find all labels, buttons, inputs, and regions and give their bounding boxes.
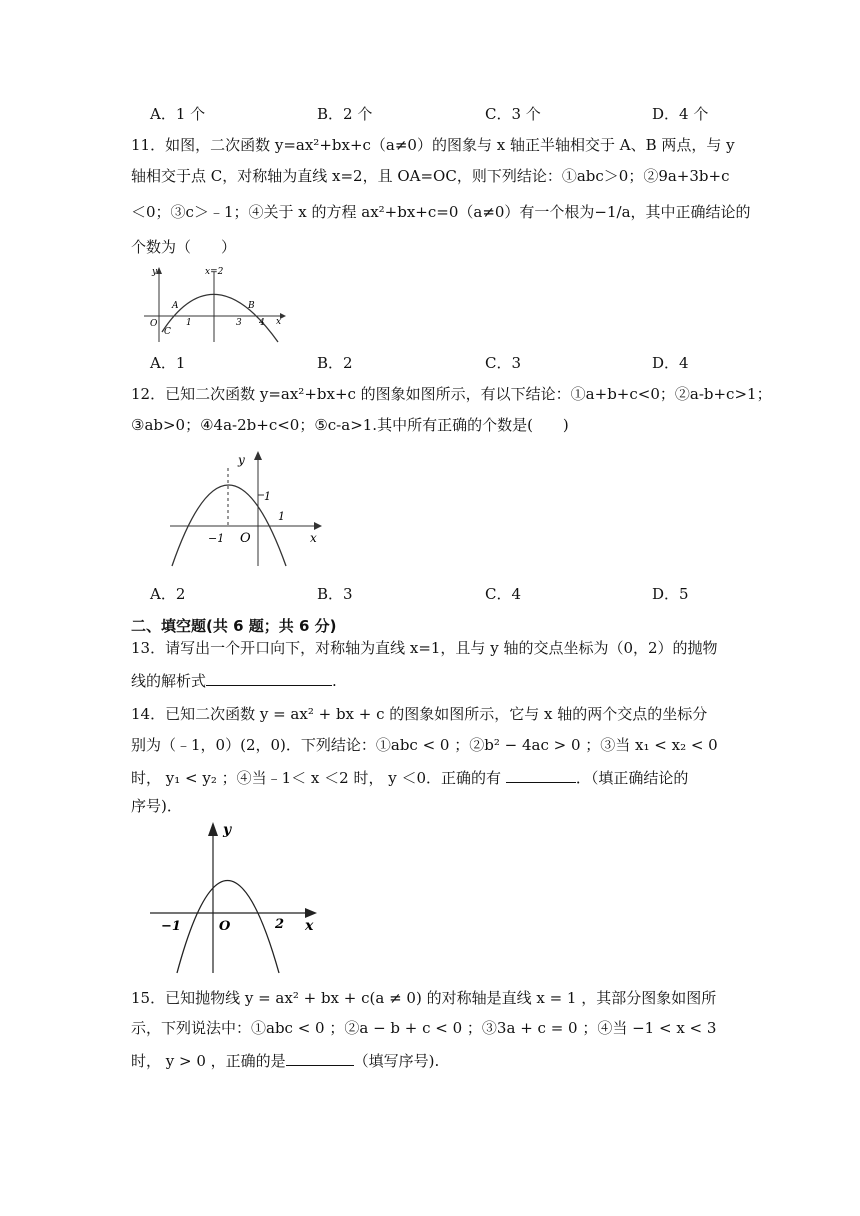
q15-line-2: 示，下列说法中：①abc < 0 ；②a − b + c < 0 ；③3a + c = 0 ；④当 −1 < x < 3 xyxy=(131,1019,717,1037)
q11-label-o: O xyxy=(150,319,158,329)
q15-line-3-text: 时， y > 0 ，正确的是 xyxy=(131,1052,286,1070)
q11-tick-3: 3 xyxy=(236,318,242,328)
q15-line-3 xyxy=(131,1049,439,1071)
q14-line-3 xyxy=(131,766,688,788)
q11-label-c: C xyxy=(164,327,171,337)
q14-label-o: O xyxy=(219,919,231,934)
q12-label-one-y: 1 xyxy=(264,490,271,503)
q11-line-1: 11．如图，二次函数 y=ax²+bx+c（a≠0）的图象与 x 轴正半轴相交于 A、B 两点，与 y xyxy=(131,136,735,154)
q14-y-arrow xyxy=(208,822,218,836)
q10-option-b: B．2 个 xyxy=(317,105,373,123)
q12-option-a: A．2 xyxy=(150,585,186,603)
q14-line-3-text: 时， y₁ < y₂ ；④当﹣1＜ x ＜2 时， y ＜0．正确的有 xyxy=(131,769,502,787)
q12-label-neg1: −1 xyxy=(208,532,225,545)
q14-parabola-figure xyxy=(145,818,330,978)
q11-label-b: B xyxy=(248,301,255,311)
q15-line-3-suffix: （填写序号). xyxy=(353,1052,440,1070)
q14-label-y: y xyxy=(223,822,232,838)
q11-label-a: A xyxy=(172,301,179,311)
q12-label-x: x xyxy=(310,531,317,545)
q11-label-axis: x=2 xyxy=(205,267,224,277)
q12-option-b: B．3 xyxy=(317,585,353,603)
q11-option-b: B．2 xyxy=(317,354,353,372)
q14-line-4: 序号)． xyxy=(131,797,182,815)
q12-line-1: 12．已知二次函数 y=ax²+bx+c 的图象如图所示，有以下结论：①a+b+c<0；②a-b+c>1； xyxy=(131,385,772,403)
q13-line-1: 13．请写出一个开口向下，对称轴为直线 x=1，且与 y 轴的交点坐标为（0，2）的抛物 xyxy=(131,639,718,657)
q11-tick-1: 1 xyxy=(186,318,192,328)
q11-option-d: D．4 xyxy=(652,354,689,372)
q11-line-2: 轴相交于点 C，对称轴为直线 x=2，且 OA=OC，则下列结论：①abc＞0；②9a+3b+c xyxy=(131,167,730,185)
q14-label-2: 2 xyxy=(275,917,285,932)
q13-line-2-suffix: . xyxy=(332,672,337,690)
q11-label-x: x xyxy=(276,317,282,327)
q12-label-o: O xyxy=(240,531,251,546)
q10-option-c: C．3 个 xyxy=(485,105,541,123)
q14-line-1: 14．已知二次函数 y = ax² + bx + c 的图象如图所示，它与 x 轴的两个交点的坐标分 xyxy=(131,705,708,723)
q11-tick-4: 4 xyxy=(259,318,265,328)
q14-label-x: x xyxy=(305,918,314,934)
q14-line-3-suffix: ．（填正确结论的 xyxy=(575,769,689,787)
q14-answer-blank[interactable] xyxy=(506,766,576,783)
q15-answer-blank[interactable] xyxy=(286,1049,354,1066)
q12-line-2: ③ab>0；④4a-2b+c<0；⑤c-a>1.其中所有正确的个数是( ) xyxy=(131,416,569,434)
q12-option-d: D．5 xyxy=(652,585,689,603)
q14-label-neg1: −1 xyxy=(161,919,181,934)
section-title: 二、填空题(共 6 题；共 6 分) xyxy=(131,617,337,635)
q13-line-2 xyxy=(131,669,337,691)
q12-y-arrow xyxy=(254,451,262,460)
q12-label-one-x: 1 xyxy=(278,510,285,523)
q11-option-a: A．1 xyxy=(150,354,186,372)
q14-x-arrow xyxy=(305,908,317,918)
q11-option-c: C．3 xyxy=(485,354,522,372)
q12-label-y: y xyxy=(238,453,245,467)
q10-option-a: A．1 个 xyxy=(150,105,206,123)
q14-line-2: 别为（﹣1，0）(2，0)．下列结论：①abc < 0 ；②b² − 4ac > 0 ；③当 x₁ < x₂ < 0 xyxy=(131,736,718,754)
q13-answer-blank[interactable] xyxy=(206,669,332,686)
q10-option-d: D．4 个 xyxy=(652,105,709,123)
q12-parabola-figure xyxy=(160,448,330,568)
q13-line-2-prefix: 线的解析式 xyxy=(131,672,207,690)
q11-label-y: y xyxy=(152,267,158,277)
q11-line-3: ＜0；③c＞﹣1；④关于 x 的方程 ax²+bx+c=0（a≠0）有一个根为−1/a，其中正确结论的 xyxy=(131,203,751,221)
q12-x-arrow xyxy=(314,522,322,530)
q15-line-1: 15．已知抛物线 y = ax² + bx + c(a ≠ 0) 的对称轴是直线 x = 1 ，其部分图象如图所 xyxy=(131,989,717,1007)
q12-option-c: C．4 xyxy=(485,585,522,603)
q11-parabola-figure xyxy=(142,262,287,344)
q11-line-4: 个数为（ ） xyxy=(131,238,237,256)
